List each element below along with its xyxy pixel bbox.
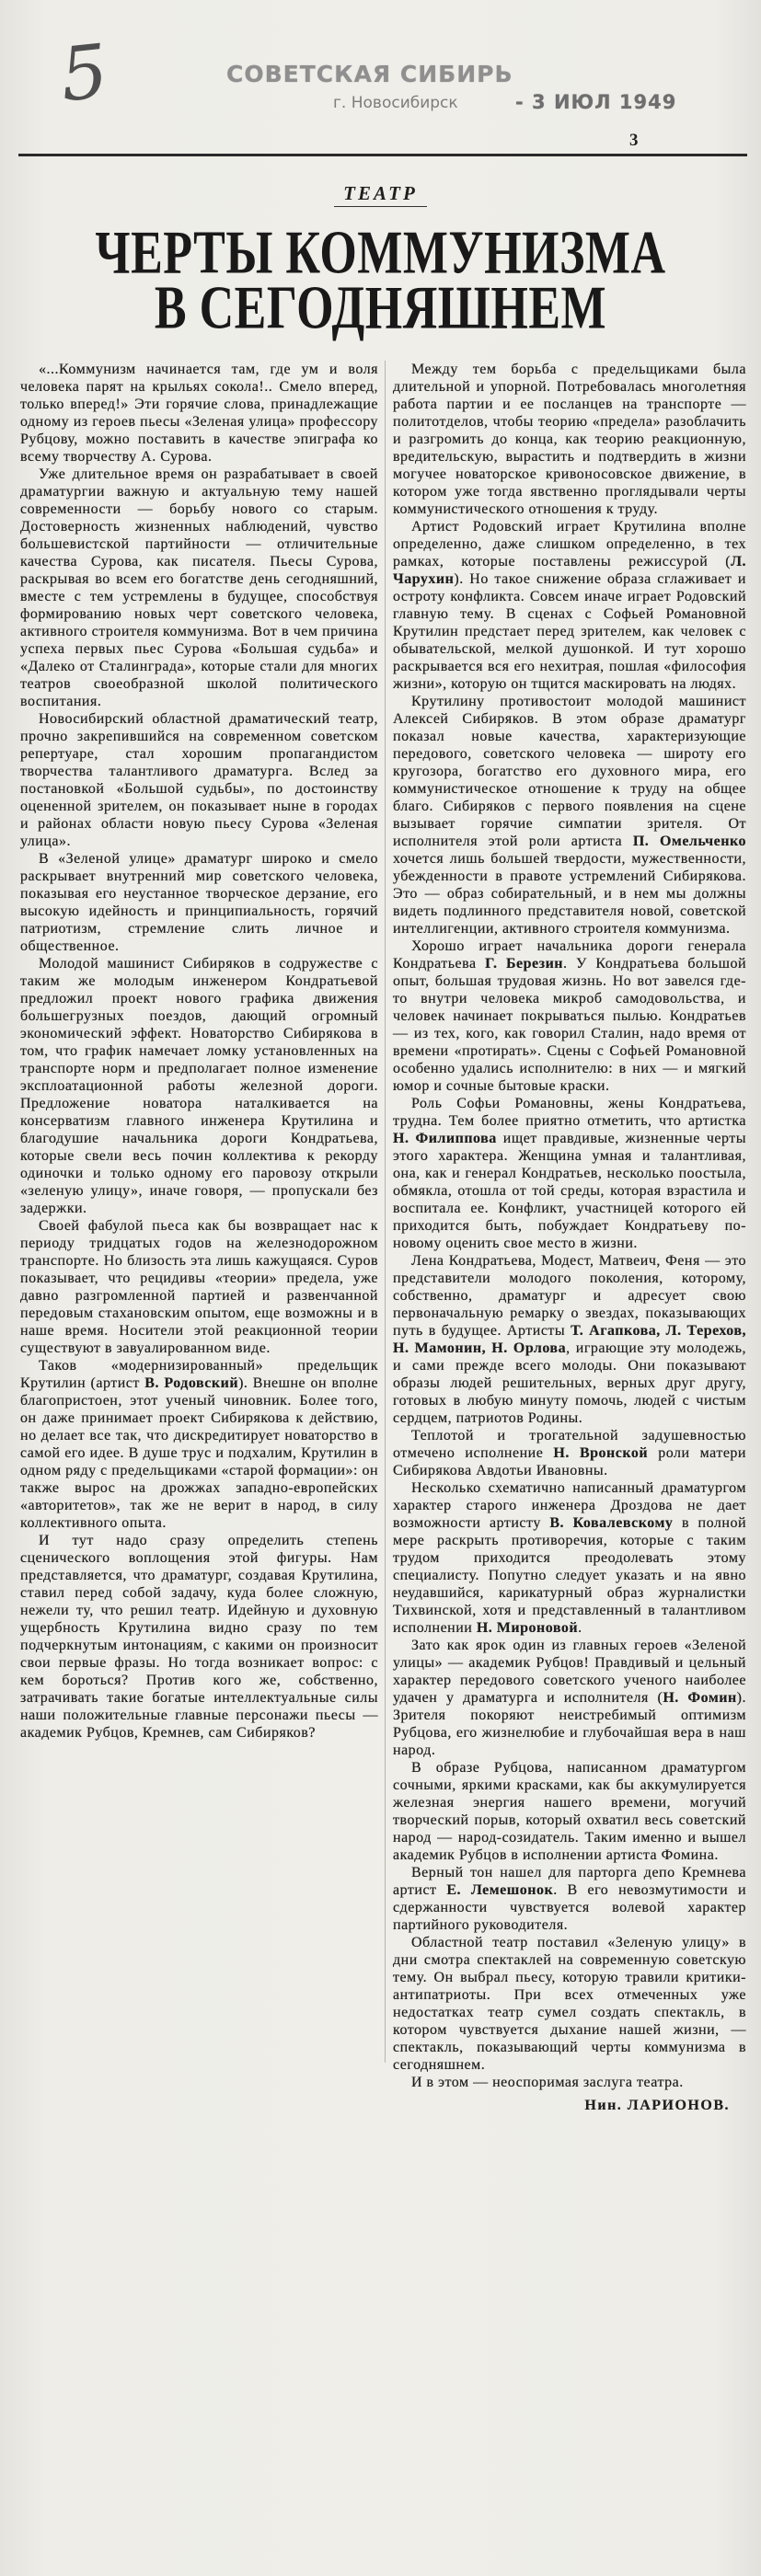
column-divider bbox=[385, 361, 386, 2063]
text-run: Новосибирский областной драматический театр, прочно закрепившийся на современном советском репертуаре, стал хорошим пропагандистом творчества талантливого драматурга. Вслед за постановкой «Большой судьбы», по достоинству оцененной зрителем, он показывает ныне в городах и районах области новую пьесу Сурова «Зеленая улица». bbox=[20, 711, 378, 849]
performer-name: Н. Фомин bbox=[663, 1690, 737, 1706]
text-run: роли матери Сибирякова Авдотьи Ивановны. bbox=[393, 1445, 746, 1478]
text-run: Уже длительное время он разрабатывает в своей драматургии важную и актуальную тему нашей современности — борьбу нового со старым. Достоверность жизненных наблюдений, чувство большевистской партийности — отличительные качества Сурова, как писателя. Пьесы Сурова, раскрывая во всем его богатстве день сегодняшний, вместе с тем устремлены в будущее, способствуя формированию новых черт советского человека, активного строителя коммунизма. Вот в чем причина успеха первых пьес Сурова «Большая судьба» и «Далеко от Сталинграда», которые стали для многих театров своеобразной школой политического воспитания. bbox=[20, 466, 378, 709]
rubric-label: ТЕАТР bbox=[334, 182, 427, 207]
paragraph bbox=[393, 1479, 746, 1637]
paragraph bbox=[393, 937, 746, 1095]
text-run: Лена Кондратьева, Модест, Матвеич, Феня — это представители молодого поколения, которому, собственно, драматург и адресует свою первоначальную ремарку о звездах, показывающих путь в будущее. Артисты bbox=[393, 1253, 746, 1339]
column-right-paragraphs bbox=[393, 361, 746, 2091]
title-line-2: В СЕГОДНЯШНЕМ bbox=[154, 274, 607, 342]
performer-name: Л. Чарухин bbox=[393, 554, 746, 587]
paragraph bbox=[20, 1532, 378, 1742]
text-run: Хорошо играет начальника дороги генерала Кондратьева bbox=[393, 938, 746, 972]
text-run: . bbox=[578, 1620, 582, 1636]
header-rule bbox=[18, 154, 747, 156]
text-run: ). Внешне он вполне благопристоен, этот ученый чиновник. Более того, он даже принимает проект Сибирякова к действию, но делает все так, что дискредитирует новаторство в самой его идее. В душе трус и подхалим, Крутилин в одном ряду с предельщиками «старой формации»: он также вырос на дрожжах западно-европейских «авторитетов», так же не верит в народ, в силу коллективного опыта. bbox=[20, 1375, 379, 1531]
author-signature: Нин. ЛАРИОНОВ. bbox=[584, 2098, 730, 2113]
paragraph bbox=[393, 518, 746, 693]
paragraph bbox=[393, 1252, 746, 1427]
paragraph bbox=[393, 1864, 746, 1934]
text-run: Крутилину противостоит молодой машинист Алексей Сибиряков. В этом образе драматург показал новые качества, характеризующие передового, советского человека — широту его кругозора, богатство его духовного мира, его коммунистическое отношение к труду на общее благо. Сибиряков с первого появления на сцене вызывает горячие симпатии зрителя. От исполнителя этой роли артиста bbox=[393, 694, 746, 849]
column-left-paragraphs bbox=[20, 361, 378, 1742]
performer-name: В. Ковалевскому bbox=[549, 1515, 674, 1531]
performer-name: Н. Мироновой bbox=[476, 1620, 579, 1636]
text-run: Роль Софьи Романовны, жены Кондратьева, трудна. Тем более приятно отметить, что артистка bbox=[393, 1096, 746, 1129]
performer-name: Н. Вронской bbox=[553, 1445, 649, 1461]
paragraph bbox=[20, 361, 378, 466]
text-run: хочется лишь большей твердости, мужественности, убежденности в правоте устремлений Сибирякова. Это — образ собирательный, и в нем мы должны видеть подлинного представителя новой, советской интеллигенции, активного строителя коммунизма. bbox=[393, 851, 746, 937]
page-number: 3 bbox=[629, 131, 639, 150]
text-run: В «Зеленой улице» драматург широко и смело раскрывает внутренний мир советского человека, показывая его неустанное творческое дерзание, его высокую идейность и принципиальность, горячий патриотизм, стремление слить личное и общественное. bbox=[20, 851, 378, 954]
date-stamp: - 3 ИЮЛ 1949 bbox=[515, 91, 677, 113]
text-run: Артист Родовский играет Крутилина вполне определенно, даже слишком определенно, в тех рамках, которые поставлены режиссурой ( bbox=[393, 519, 746, 569]
text-run: Между тем борьба с предельщиками была длительной и упорной. Потребовалась многолетняя работа партии и ее посланцев на транспорте — политотделов, чтобы теорию «предела» разоблачить и разгромить до конца, как теорию реакционную, вредительскую, вырастить и подтвердить в жизни могучее новаторское кривоносовское движение, в котором уже тогда явственно проглядывали черты коммунистического отношения к труду. bbox=[393, 362, 746, 517]
performer-name: Г. Березин bbox=[485, 956, 564, 972]
paragraph bbox=[20, 1357, 378, 1532]
text-run: ). Зрителя покоряют неистребимый оптимизм Рубцова, его жизнелюбие и глубочайшая вера в наш народ. bbox=[393, 1690, 746, 1758]
text-run: Верный тон нашел для парторга депо Кремнева артист bbox=[393, 1865, 746, 1898]
paragraph bbox=[20, 850, 378, 955]
text-run: Молодой машинист Сибиряков в содружестве с таким же молодым инженером Кондратьевой предложил проект нового графика движения большегрузных поездов, дающий огромный экономический эффект. Новаторство Сибирякова в том, что график намечает ломку установленных на транспорте норм и предполагает полное изменение эксплоатационной работы железной дороги. Предложение новатора наталкивается на консерватизм главного инженера Крутилина и благодушие начальника дороги Кондратьева, которые свели весь почин коллектива к рекорду одиночки и только одному его паровозу открыли «зеленую улицу», иначе говоря, — пропускали без задержки. bbox=[20, 956, 378, 1216]
text-run: Несколько схематично написанный драматургом характер старого инженера Дроздова не дает возможности артисту bbox=[393, 1480, 746, 1531]
paragraph bbox=[20, 466, 378, 710]
performer-name: Е. Лемешонок bbox=[446, 1882, 554, 1898]
text-run: , играющие эту молодежь, и сами прежде всего молоды. Они показывают образы людей решительных, верных друг другу, готовых в любую минуту помочь, людей с чистым сердцем, патриотов Родины. bbox=[393, 1340, 747, 1426]
paragraph bbox=[393, 1934, 746, 2074]
text-run: Областной театр поставил «Зеленую улицу» в дни смотра спектаклей на современную советскую тему. Он выбрал пьесу, которую травили критики-антипатриоты. При всех отмеченных уже недостатках театр сумел создать спектакль, в котором чувствуется дыхание нашей жизни, — спектакль, показывающий черты коммунизма в сегодняшнем. bbox=[393, 1935, 746, 2073]
performer-name: Т. Агапкова, Л. Терехов, Н. Мамонин, Н. Орлова bbox=[393, 1323, 747, 1356]
text-run: . В его невозмутимости и сдержанности чувствуется волевой характер партийного руководителя. bbox=[393, 1882, 747, 1933]
text-run: Теплотой и трогательной задушевностью отмечено исполнение bbox=[393, 1428, 746, 1461]
paragraph bbox=[393, 1637, 746, 1759]
article-title bbox=[0, 219, 761, 342]
text-run: В образе Рубцова, написанном драматургом сочными, яркими красками, как бы аккумулируется железная энергия нашего времени, могучий творческий порыв, который охватил весь советский народ — народ-созидатель. Таким именно и вышел академик Рубцов в исполнении артиста Фомина. bbox=[393, 1760, 746, 1863]
paragraph bbox=[20, 955, 378, 1217]
text-run: ищет правдивые, жизненные черты этого характера. Женщина умная и талантливая, она, как и генерал Кондратьев, несколько поостыла, обмякла, отошла от той среды, которая взрастила и воспитала ее. Конфликт, участницей которого ей приходится быть, побуждает Кондратьеву по-новому оценить свое место в жизни. bbox=[393, 1131, 746, 1251]
paragraph bbox=[20, 710, 378, 850]
performer-name: В. Родовский bbox=[144, 1375, 239, 1391]
stamp-newspaper-name: СОВЕТСКАЯ СИБИРЬ bbox=[226, 61, 513, 87]
text-run: Таков «модернизированный» предельщик Крутилин (артист bbox=[20, 1358, 378, 1391]
column-right bbox=[393, 361, 746, 2114]
paragraph bbox=[393, 2074, 746, 2091]
handwritten-number: 5 bbox=[56, 28, 112, 119]
paragraph bbox=[393, 1759, 746, 1864]
paragraph bbox=[393, 361, 746, 518]
title-line-1: ЧЕРТЫ КОММУНИЗМА bbox=[95, 219, 666, 287]
performer-name: П. Омельченко bbox=[632, 834, 746, 849]
performer-name: Н. Филиппова bbox=[393, 1131, 497, 1146]
text-run: ). Но такое снижение образа сглаживает и остроту конфликта. Совсем иначе играет Родовский главную тему. В сценах с Софьей Романовной Крутилин предстает перед зрителем, как человек с обывательской, мелкой душонкой. И тут хорошо раскрывается вся его нехитрая, пошлая «философия жизни», которую он тщится маскировать на людях. bbox=[393, 571, 746, 692]
text-run: И тут надо сразу определить степень сценического воплощения этой фигуры. Нам представляется, что драматург, создавая Крутилина, ставил перед собой задачу, куда более сложную, нежели ту, что решил театр. Идейную и духовную ущербность Крутилина видно сразу по тем подчеркнутым интонациям, с какими он произносит свои первые фразы. Но тогда возникает вопрос: с кем бороться? Против кого же, собственно, затрачивать такие богатые интеллектуальные силы наши положительные главные персонажи пьесы — академик Рубцов, Кремнев, сам Сибиряков? bbox=[20, 1533, 378, 1741]
text-run: в полной мере раскрыть противоречия, которые с таким трудом приходится преодолевать этому специалисту. Попутно следует указать и на явно неудавшийся, карикатурный образ журналистки Тихвинской, хотя и представленный в талантливом исполнении bbox=[393, 1515, 746, 1636]
paragraph bbox=[20, 1217, 378, 1357]
text-run: . У Кондратьева большой опыт, большая трудовая жизнь. Но вот завелся где-то внутри человека микроб самодовольства, и человек начинает покрываться пылью. Кондратьев — из тех, кого, как говорил Сталин, надо время от времени «протирать». Сцены с Софьей Романовной особенно удались исполнителю: в них — и мягкий юмор и сочные бытовые краски. bbox=[393, 956, 747, 1094]
paragraph bbox=[393, 1095, 746, 1252]
text-run: «...Коммунизм начинается там, где ум и воля человека парят на крыльях сокола!.. Смело вперед, только вперед!» Эти горячие слова, принадлежащие одному из героев пьесы «Зеленая улица» профессору Рубцову, можно поставить в качестве эпиграфа ко всему творчеству А. Сурова. bbox=[20, 362, 378, 465]
text-run: Зато как ярок один из главных героев «Зеленой улицы» — академик Рубцов! Правдивый и цельный характер передового советского ученого наиболее удачен у драматурга и исполнителя ( bbox=[393, 1638, 746, 1706]
paragraph bbox=[393, 1427, 746, 1479]
paragraph bbox=[393, 693, 746, 937]
column-left bbox=[20, 361, 378, 1742]
stamp-city: г. Новосибирск bbox=[333, 94, 458, 112]
text-run: Своей фабулой пьеса как бы возвращает нас к периоду тридцатых годов на железнодорожном транспорте. Но близость эта лишь кажущаяся. Суров показывает, что рецидивы «теории» предела, уже давно разгромленной партией и развенчанной передовым стахановским опытом, еще возможны и в наше время. Носители этой реакционной теории существуют в завуалированном виде. bbox=[20, 1218, 378, 1356]
text-run: И в этом — неоспоримая заслуга театра. bbox=[411, 2075, 684, 2090]
rubric bbox=[0, 182, 761, 207]
